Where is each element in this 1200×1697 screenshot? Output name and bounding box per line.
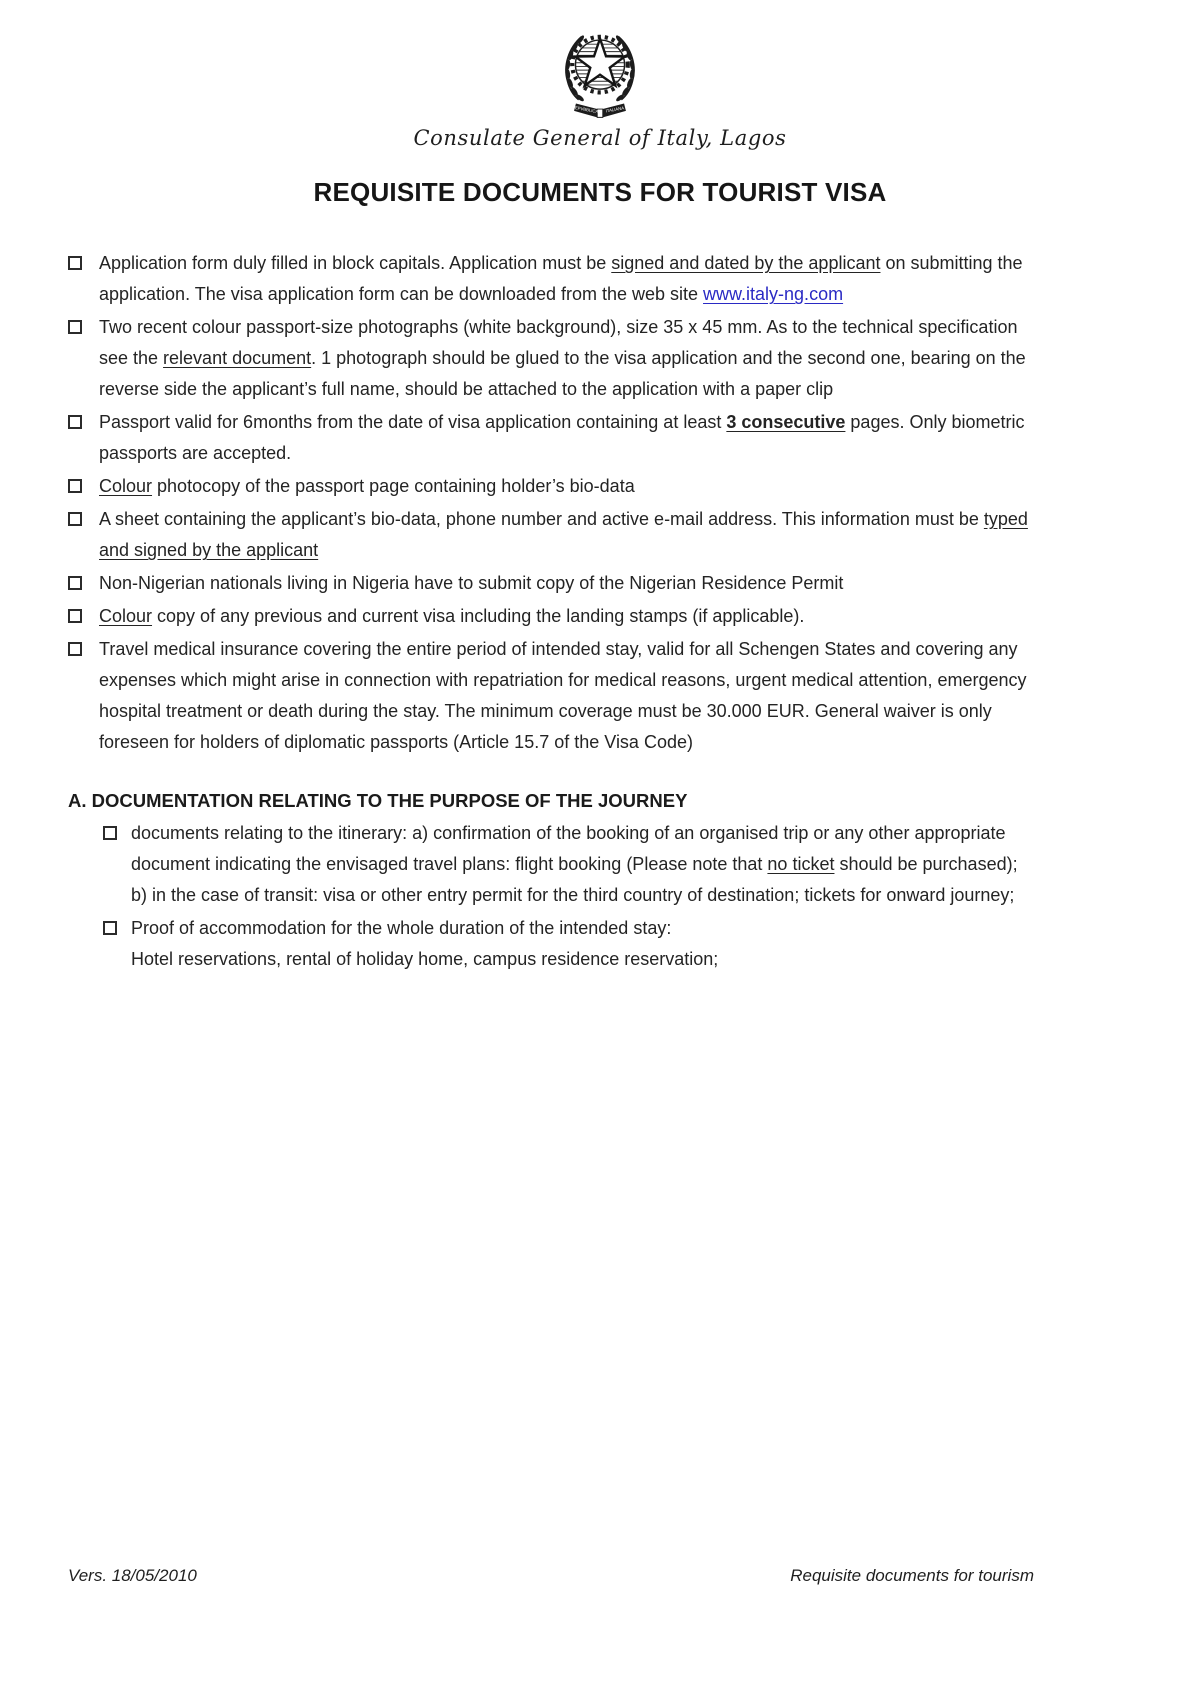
text-run: copy of any previous and current visa including the landing stamps (if applicable). <box>152 606 805 626</box>
footer-right-label: Requisite documents for tourism <box>790 1566 1034 1585</box>
text-run: Application form duly filled in block capitals. Application must be <box>99 253 612 273</box>
checkbox-icon <box>68 479 82 493</box>
text-run: Non-Nigerian nationals living in Nigeria have to submit copy of the Nigerian Residence Permit <box>99 573 844 593</box>
checkbox-icon <box>68 576 82 590</box>
checklist-item <box>68 568 1037 599</box>
checklist-item-text <box>99 248 1037 310</box>
document-header <box>0 0 1200 208</box>
text-run: should be purchased); b) in the case of transit: visa or other entry permit for the third country of destination; tickets for onward journey; <box>131 854 1018 905</box>
checklist-item-text <box>99 407 1037 469</box>
checklist-item <box>68 601 1037 632</box>
checklist-item-text <box>99 312 1037 405</box>
checklist-item-text <box>99 471 1037 502</box>
consulate-name: Consulate General of Italy, Lagos <box>413 126 787 150</box>
text-run: documents relating to the itinerary: a) confirmation of the booking of an organised trip or any other appropriate document indicating the envisaged travel plans: flight booking (Please note that <box>131 823 1006 874</box>
checkbox-icon <box>68 415 82 429</box>
text-run: no ticket <box>767 854 835 874</box>
text-run: typed and signed by the applicant <box>99 509 1028 560</box>
text-run: . 1 photograph should be glued to the visa application and the second one, bearing on the reverse side the applicant’s full name, should be attached to the application with a paper clip <box>99 348 1026 399</box>
checklist-item-text <box>131 913 1037 975</box>
checklist-item-text <box>99 504 1037 566</box>
checklist-item-text <box>131 818 1037 911</box>
text-run: signed and dated by the applicant <box>611 253 881 273</box>
text-run: Colour <box>99 476 153 496</box>
checkbox-icon <box>68 256 82 270</box>
text-run: Colour <box>99 606 153 626</box>
checklist-item <box>68 312 1037 405</box>
text-run: pages. Only biometric passports are accepted. <box>99 412 1025 463</box>
checklist-item <box>68 504 1037 566</box>
checklist-item <box>103 818 1037 911</box>
checklist-item <box>103 913 1037 975</box>
page-title: REQUISITE DOCUMENTS FOR TOURIST VISA <box>313 177 887 207</box>
checklist-item <box>68 634 1037 758</box>
web-link[interactable]: www.italy-ng.com <box>703 284 844 304</box>
text-run: A sheet containing the applicant’s bio-data, phone number and active e-mail address. This information must be <box>99 509 984 529</box>
text-run: Travel medical insurance covering the entire period of intended stay, valid for all Schengen States and covering any expenses which might arise in connection with repatriation for medical reasons, urgent medical attention, emergency hospital treatment or death during the stay. The minimum coverage must be 30.000 EUR. General waiver is only foreseen for holders of diplomatic passports (Article 15.7 of the Visa Code) <box>99 639 1027 752</box>
checkbox-icon <box>68 512 82 526</box>
text-run: Passport valid for 6months from the date of visa application containing at least <box>99 412 727 432</box>
checklist-item-text <box>99 568 1037 599</box>
checkbox-icon <box>68 609 82 623</box>
text-run: relevant document <box>163 348 312 368</box>
text-run: Two recent colour passport-size photographs (white background), size 35 x 45 mm. As to the technical specification see the <box>99 317 1018 368</box>
checkbox-icon <box>103 826 117 840</box>
checklist-item <box>68 471 1037 502</box>
text-run: photocopy of the passport page containing holder’s bio-data <box>152 476 635 496</box>
requirements-checklist <box>68 248 1037 758</box>
checklist-item <box>68 248 1037 310</box>
emblem-ribbon-right-text: ITALIANA <box>605 105 625 114</box>
checklist-item-text <box>99 601 1037 632</box>
italy-republic-emblem-icon <box>0 22 1200 122</box>
text-run: Hotel reservations, rental of holiday home, campus residence reservation; <box>131 949 719 969</box>
emblem-ribbon-left-text: REPVBBLICA <box>571 104 599 115</box>
checkbox-icon <box>103 921 117 935</box>
text-run: Proof of accommodation for the whole duration of the intended stay: <box>131 918 672 938</box>
page-footer <box>68 1566 1034 1586</box>
version-label: Vers. 18/05/2010 <box>68 1566 197 1585</box>
section-a-checklist <box>103 818 1037 975</box>
text-run: on submitting the application. The visa application form can be downloaded from the web site <box>99 253 1023 304</box>
checkbox-icon <box>68 642 82 656</box>
section-a-heading: A. DOCUMENTATION RELATING TO THE PURPOSE OF THE JOURNEY <box>68 790 688 811</box>
text-run: 3 consecutive <box>726 412 846 432</box>
checkbox-icon <box>68 320 82 334</box>
checklist-item <box>68 407 1037 469</box>
checklist-item-text <box>99 634 1037 758</box>
